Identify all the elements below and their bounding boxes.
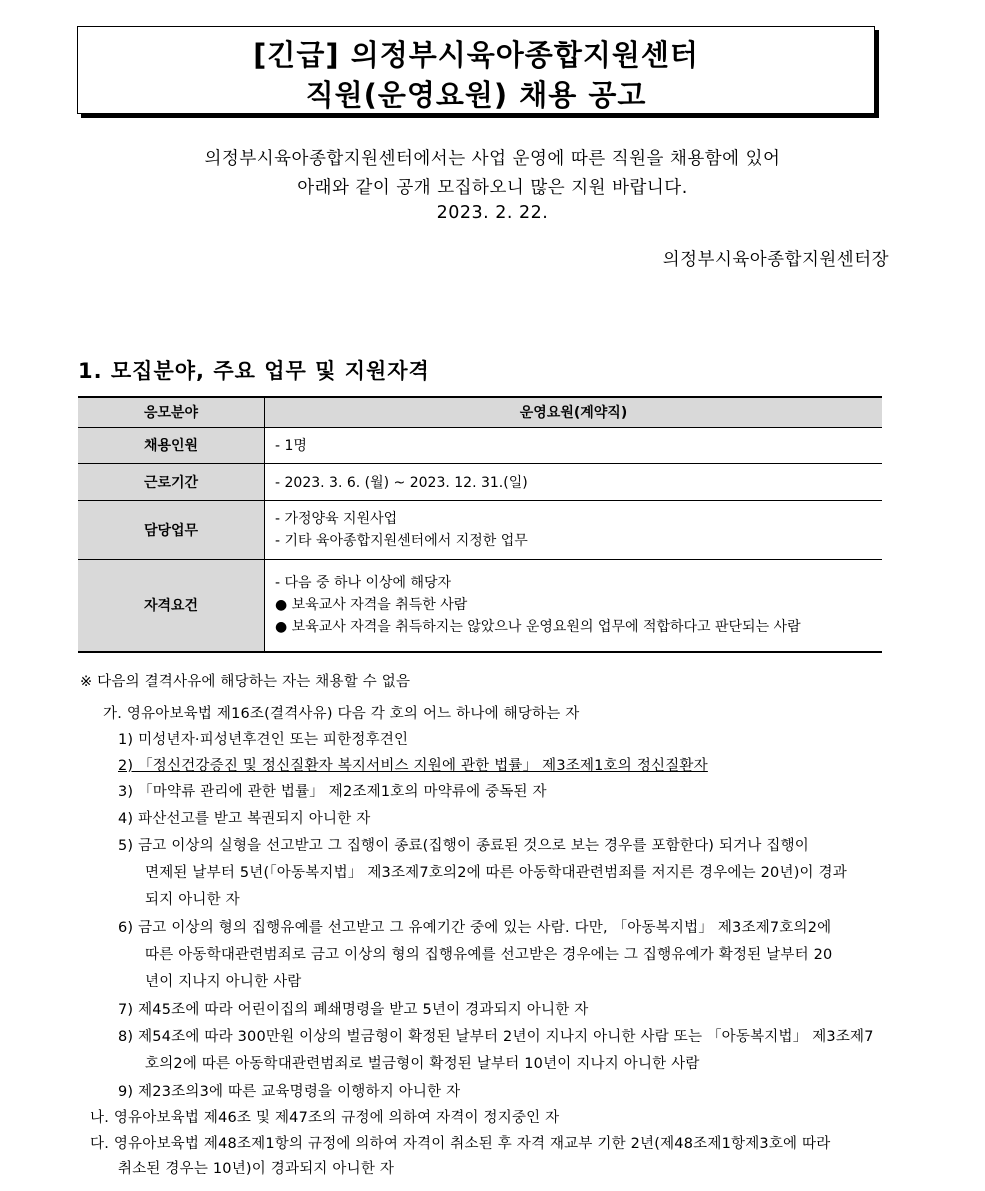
list-item: 3) 「마약류 관리에 관한 법률」 제2조제1호의 마약류에 중독된 자 (118, 784, 547, 800)
intro-line-2: 아래와 같이 공개 모집하오니 많은 지원 바랍니다. (297, 178, 688, 198)
list-item-continued: 되지 아니한 자 (145, 892, 240, 908)
signer: 의정부시육아종합지원센터장 (662, 250, 889, 270)
table-row (78, 427, 882, 463)
list-item: 1) 미성년자·피성년후견인 또는 피한정후견인 (118, 732, 409, 748)
list-item: 8) 제54조에 따라 300만원 이상의 벌금형이 확정된 날부터 2년이 지나지 아니한 사람 또는 「아동복지법」 제3조제7 (118, 1029, 874, 1045)
list-item: 9) 제23조의3에 따른 교육명령을 이행하지 아니한 자 (118, 1084, 461, 1100)
note-da-line-2: 취소된 경우는 10년)이 경과되지 아니한 자 (118, 1161, 395, 1177)
note-da-line-1: 다. 영유아보육법 제48조제1항의 규정에 의하여 자격이 취소된 후 자격 재교부 기한 2년(제48조제1항제3호에 따라 (90, 1136, 831, 1152)
table-row (78, 463, 882, 500)
intro-line-1: 의정부시육아종합지원센터에서는 사업 운영에 따른 직원을 채용함에 있어 (204, 149, 781, 169)
duty-line: - 가정양육 지원사업 (275, 510, 398, 527)
period-label: 근로기간 (78, 463, 265, 500)
list-item-continued: 호의2에 따른 아동학대관련범죄로 벌금형이 확정된 날부터 10년이 지나지 아니한 사람 (145, 1056, 700, 1072)
list-item: 6) 금고 이상의 형의 집행유예를 선고받고 그 유예기간 중에 있는 사람. 다만, 「아동복지법」 제3조제7호의2에 (118, 920, 832, 936)
period-value: - 2023. 3. 6. (월) ~ 2023. 12. 31.(일) (265, 463, 883, 500)
title-line-1: [긴급] 의정부시육아종합지원센터 (253, 38, 699, 72)
duties-label: 담당업무 (78, 500, 265, 559)
hire-count-value: - 1명 (265, 427, 883, 463)
section-heading: 1. 모집분야, 주요 업무 및 지원자격 (78, 359, 430, 383)
list-item-continued: 면제된 날부터 5년(「아동복지법」 제3조제7호의2에 따른 아동학대관련범죄를 저지른 경우에는 20년)이 경과 (145, 865, 847, 881)
list-item: 4) 파산선고를 받고 복권되지 아니한 자 (118, 811, 371, 827)
list-item: 5) 금고 이상의 실형을 선고받고 그 집행이 종료(집행이 종료된 것으로 보는 경우를 포함한다) 되거나 집행이 (118, 838, 810, 854)
note-ga: 가. 영유아보육법 제16조(결격사유) 다음 각 호의 어느 하나에 해당하는 자 (103, 706, 580, 722)
duties-value (265, 500, 883, 559)
title-line-2: 직원(운영요원) 채용 공고 (305, 78, 647, 112)
qualification-line: ● 보육교사 자격을 취득한 사람 (275, 597, 468, 614)
table-header-label: 응모분야 (78, 397, 265, 427)
list-item: 2) 「정신건강증진 및 정신질환자 복지서비스 지원에 관한 법률」 제3조제1호의 정신질환자 (118, 758, 708, 774)
list-item-continued: 년이 지나지 아니한 사람 (145, 974, 302, 990)
list-item-continued: 따른 아동학대관련범죄로 금고 이상의 형의 집행유예를 선고받은 경우에는 그 집행유예가 확정된 날부터 20 (145, 947, 833, 963)
hire-count-label: 채용인원 (78, 427, 265, 463)
qualifications-label: 자격요건 (78, 559, 265, 652)
title-box (77, 26, 875, 114)
notes-intro: ※ 다음의 결격사유에 해당하는 자는 채용할 수 없음 (80, 674, 411, 690)
duty-line: - 기타 육아종합지원센터에서 지정한 업무 (275, 532, 528, 549)
table-row (78, 500, 882, 559)
qualification-line: - 다음 중 하나 이상에 해당자 (275, 575, 452, 592)
qualification-line: ● 보육교사 자격을 취득하지는 않았으나 운영요원의 업무에 적합하다고 판단되는 사람 (275, 619, 801, 636)
qualifications-value (265, 559, 883, 652)
recruitment-table (78, 396, 882, 653)
list-item: 7) 제45조에 따라 어린이집의 폐쇄명령을 받고 5년이 경과되지 아니한 자 (118, 1002, 589, 1018)
table-header-value: 운영요원(계약직) (265, 397, 883, 427)
note-na: 나. 영유아보육법 제46조 및 제47조의 규정에 의하여 자격이 정지중인 자 (90, 1110, 560, 1126)
table-row (78, 559, 882, 652)
announcement-date: 2023. 2. 22. (436, 203, 549, 223)
table-header-row (78, 397, 882, 427)
